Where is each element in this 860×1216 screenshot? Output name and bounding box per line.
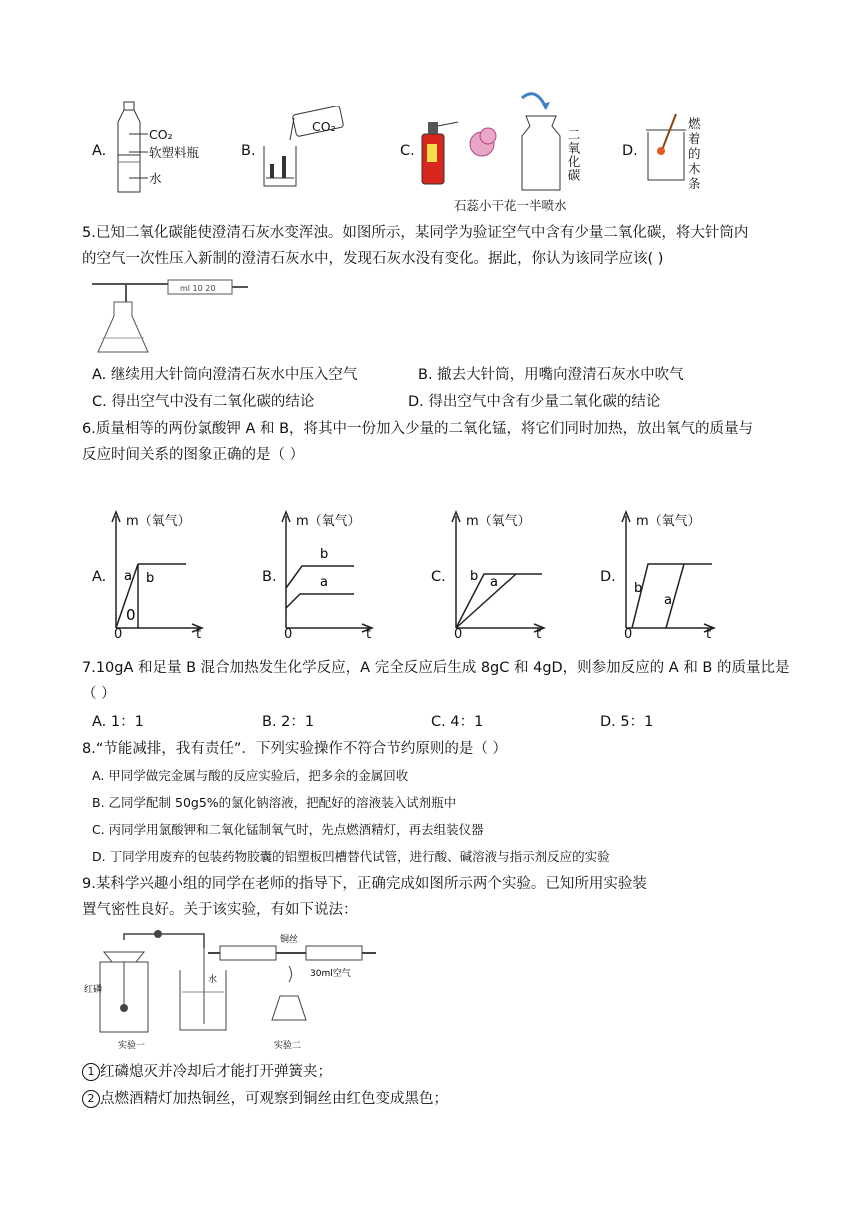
q4-a-water-text: 水: [149, 171, 162, 186]
q9-copper-text: 铜丝: [280, 935, 299, 945]
q6-graph-c-zero: 0: [454, 627, 463, 642]
q5-option-d: D. 得出空气中含有少量二氧化碳的结论: [408, 394, 661, 410]
q4-a-bottle-text: 软塑料瓶: [149, 145, 200, 160]
q9-statement-2-number: 2: [82, 1090, 100, 1108]
q4-option-c-label: C.: [400, 143, 415, 159]
q9-exp2-text: 实验二: [274, 1041, 302, 1051]
q6-graph-d-label: D.: [600, 569, 616, 585]
q4-option-a-label: A.: [92, 143, 107, 159]
q6-graph-b-zero: 0: [284, 627, 293, 642]
q9-stem-line2: 置气密性良好。关于该实验，有如下说法：: [82, 902, 358, 918]
q6-graph-d-zero: 0: [624, 627, 633, 642]
q6-stem-line2: 反应时间关系的图象正确的是（ ）: [82, 447, 305, 463]
q8-option-b: B. 乙同学配制 50g5%的氯化钠溶液，把配好的溶液装入试剂瓶中: [92, 795, 457, 810]
q7-option-b: B. 2：1: [262, 714, 315, 730]
q9-air-text: 30ml空气: [310, 969, 351, 979]
q6-graph-c-curve-b: b: [470, 569, 479, 584]
q8-option-a: A. 甲同学做完金属与酸的反应实验后，把多余的金属回收: [92, 768, 409, 783]
q6-graph-d-ylabel: m（氧气）: [636, 514, 701, 529]
q9-statement-1: [82, 1061, 332, 1083]
q7-option-d: D. 5：1: [600, 714, 654, 730]
q9-exp1-text: 实验一: [118, 1041, 146, 1051]
q7-stem-line1: 7.10gA 和足量 B 混合加热发生化学反应，A 完全反应后生成 8gC 和 4gD，则参加反应的 A 和 B 的质量比是: [82, 660, 790, 676]
q5-stem-line2: 的空气一次性压入新制的澄清石灰水中，发现石灰水没有变化。据此，你认为该同学应该( ): [82, 251, 664, 267]
q9-statement-2-text: 点燃酒精灯加热铜丝，可观察到铜丝由红色变成黑色；: [100, 1091, 448, 1107]
q6-graph-c-label: C.: [431, 569, 446, 585]
q5-option-a: A. 继续用大针筒向澄清石灰水中压入空气: [92, 367, 358, 383]
q6-graph-c-curve-a: a: [490, 575, 498, 590]
q4-a-co2-text: CO₂: [149, 127, 173, 142]
q6-graph-b-label: B.: [262, 569, 277, 585]
q7-option-a: A. 1：1: [92, 714, 144, 730]
q6-graph-b-curve-a: a: [320, 575, 328, 590]
q6-graph-a-curve-b: b: [146, 571, 155, 586]
q4-option-d-label: D.: [622, 143, 638, 159]
q6-graph-d-curve-b: b: [634, 581, 643, 596]
q7-stem-line2: （ ）: [82, 686, 116, 702]
q5-apparatus-figure: [86, 276, 252, 356]
q9-water-text: 水: [208, 975, 218, 985]
q7-option-c: C. 4：1: [431, 714, 484, 730]
q6-graph-b-xlabel: t: [366, 627, 372, 642]
q4-figure-c-spray: [414, 86, 584, 196]
q6-graph-b-curve-b: b: [320, 547, 329, 562]
q5-syringe-label: ml 10 20: [180, 284, 216, 293]
q4-d-text: 燃着的木条: [688, 116, 701, 191]
q6-graph-a-curve-a: a: [124, 569, 132, 584]
q6-graph-a-zero: 0: [114, 627, 123, 642]
q9-statement-2: [82, 1088, 448, 1110]
q4-option-b-label: B.: [241, 143, 256, 159]
q9-statement-1-text: 红磷熄灭并冷却后才能打开弹簧夹；: [100, 1064, 332, 1080]
q6-graph-d-xlabel: t: [706, 627, 712, 642]
q6-graph-a-xlabel: t: [196, 627, 202, 642]
q6-graph-c-xlabel: t: [536, 627, 542, 642]
q6-graph-c-ylabel: m（氧气）: [466, 514, 531, 529]
q8-stem: 8.“节能减排，我有责任”．下列实验操作不符合节约原则的是（ ）: [82, 741, 507, 757]
q4-c-co2-text: 二氧化碳: [566, 128, 581, 182]
q8-option-c: C. 丙同学用氯酸钾和二氧化锰制氧气时，先点燃酒精灯，再去组装仪器: [92, 822, 484, 837]
q6-graph-a-origin: 0: [126, 606, 136, 624]
q9-statement-1-number: 1: [82, 1063, 100, 1081]
q6-graph-d-curve-a: a: [664, 593, 672, 608]
q4-c-caption: 石蕊小干花一半喷水: [454, 198, 567, 213]
q9-red-p-text: 红磷: [84, 985, 103, 995]
q5-option-b: B. 撤去大针筒，用嘴向澄清石灰水中吹气: [418, 367, 684, 383]
q4-figure-b-beaker: [256, 106, 356, 190]
q6-graph-b-ylabel: m（氧气）: [296, 514, 361, 529]
q4-b-co2-text: CO₂: [312, 119, 336, 134]
q9-stem-line1: 9.某科学兴趣小组的同学在老师的指导下，正确完成如图所示两个实验。已知所用实验装: [82, 876, 647, 892]
q6-stem-line1: 6.质量相等的两份氯酸钾 A 和 B，将其中一份加入少量的二氧化锰，将它们同时加热，放出氧气的质量与: [82, 421, 754, 437]
q5-option-c: C. 得出空气中没有二氧化碳的结论: [92, 394, 315, 410]
q6-graph-a-label: A.: [92, 569, 107, 585]
q8-option-d: D. 丁同学用废弃的包装药物胶囊的铝塑板凹槽替代试管，进行酸、碱溶液与指示剂反应的实验: [92, 849, 610, 864]
q9-experiment-figure: [84, 930, 384, 1054]
q6-graph-a-ylabel: m（氧气）: [126, 514, 191, 529]
q5-stem-line1: 5.已知二氧化碳能使澄清石灰水变浑浊。如图所示，某同学为验证空气中含有少量二氧化碳，将大针筒内: [82, 225, 749, 241]
